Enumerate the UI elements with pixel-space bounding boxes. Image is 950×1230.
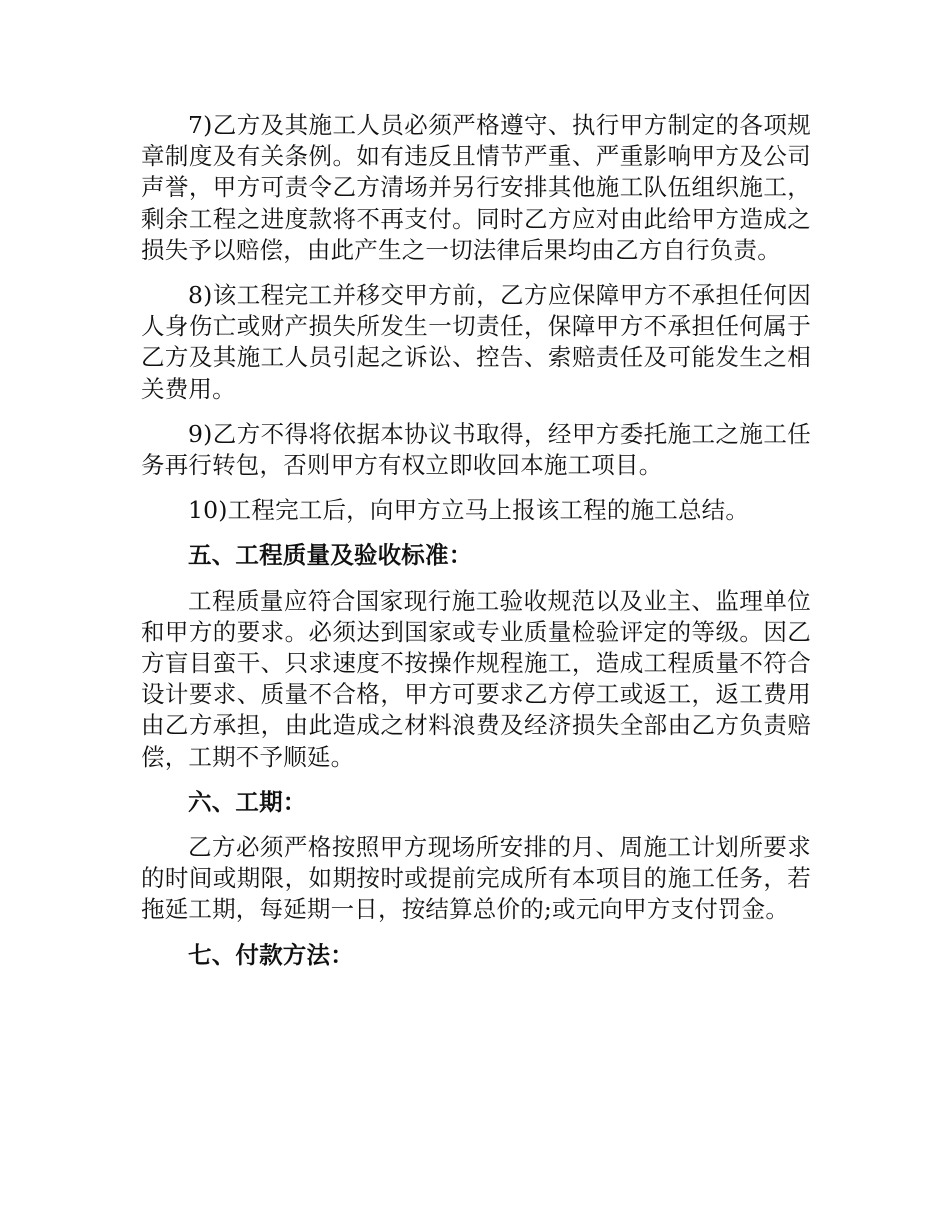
section-7-heading: 七、付款方法： <box>188 940 354 969</box>
section-6-body: 乙方必须严格按照甲方现场所安排的月、周施工计划所要求的时间或期限，如期按时或提前完成所有本项目的施工任务，若拖延工期，每延期一日，按结算总价的;或元向甲方支付罚金。 <box>141 833 811 924</box>
clause-10-paragraph: 10)工程完工后，向甲方立马上报该工程的施工总结。 <box>188 496 750 525</box>
clause-9-paragraph: 9)乙方不得将依据本协议书取得，经甲方委托施工之施工任务再行转包，否则甲方有权立即收回本施工项目。 <box>141 419 811 480</box>
section-5-body: 工程质量应符合国家现行施工验收规范以及业主、监理单位和甲方的要求。必须达到国家或专业质量检验评定的等级。因乙方盲目蛮干、只求速度不按操作规程施工，造成工程质量不符合设计要求、质量不合格，甲方可要求乙方停工或返工，返工费用由乙方承担，由此造成之材料浪费及经济损失全部由乙方负责赔偿，工期不予顺延。 <box>141 586 811 771</box>
clause-7-paragraph: 7)乙方及其施工人员必须严格遵守、执行甲方制定的各项规章制度及有关条例。如有违反且情节严重、严重影响甲方及公司声誉，甲方可责令乙方清场并另行安排其他施工队伍组织施工，剩余工程之进度款将不再支付。同时乙方应对由此给甲方造成之损失予以赔偿，由此产生之一切法律后果均由乙方自行负责。 <box>141 111 811 264</box>
clause-8-paragraph: 8)该工程完工并移交甲方前，乙方应保障甲方不承担任何因人身伤亡或财产损失所发生一切责任，保障甲方不承担任何属于乙方及其施工人员引起之诉讼、控告、索赔责任及可能发生之相关费用。 <box>141 281 811 403</box>
section-6-heading: 六、工期： <box>188 787 307 816</box>
section-5-heading: 五、工程质量及验收标准： <box>188 541 473 570</box>
document-page <box>141 110 811 985</box>
